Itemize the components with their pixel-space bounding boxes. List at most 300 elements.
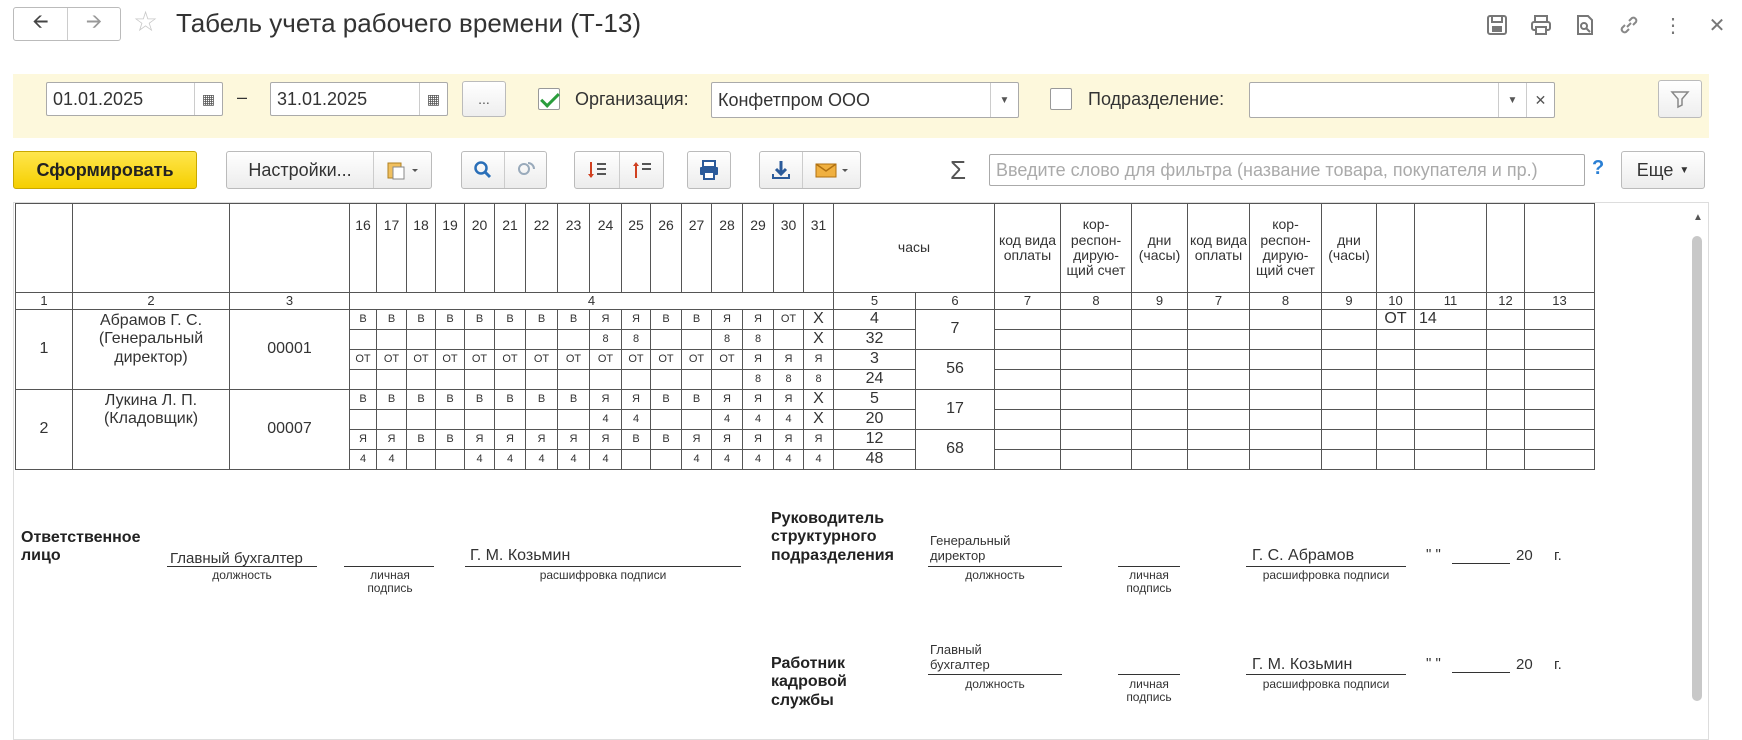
absence-code: [1487, 350, 1525, 370]
day-cell: [622, 370, 651, 390]
link-icon[interactable]: [1616, 12, 1642, 38]
day-cell: 4: [495, 450, 526, 470]
line: [465, 566, 741, 567]
scroll-up-icon[interactable]: ▲: [1693, 212, 1703, 223]
hours-header: часы: [834, 204, 995, 293]
day-cell: [558, 410, 590, 430]
day-cell: [465, 330, 495, 350]
day-header-cell: 21: [495, 204, 526, 293]
code-header: кор-респон-дирую-щий счет: [1061, 204, 1132, 293]
day-cell: [651, 410, 682, 430]
pay-code-cell: [995, 330, 1061, 350]
line: [167, 566, 317, 567]
sigma-icon[interactable]: Σ: [950, 155, 967, 185]
clear-icon[interactable]: ✕: [1526, 83, 1554, 117]
settings-group: [226, 151, 432, 189]
employee-number: 2: [16, 390, 73, 470]
pay-code-cell: [995, 370, 1061, 390]
absence-code: [1377, 410, 1415, 430]
organization-checkbox[interactable]: [538, 88, 560, 110]
day-cell: В: [436, 430, 465, 450]
year-suffix: г.: [1554, 547, 1562, 564]
generate-button[interactable]: Сформировать: [13, 151, 197, 189]
pay-code-cell: [1188, 370, 1250, 390]
preview-icon[interactable]: [1572, 12, 1598, 38]
employee-tab-number: 00007: [230, 390, 350, 470]
day-cell: В: [558, 390, 590, 410]
pay-code-cell: [1061, 410, 1132, 430]
send-email-button[interactable]: [802, 152, 860, 188]
chevron-down-icon[interactable]: ▼: [990, 83, 1018, 117]
day-cell: [558, 370, 590, 390]
chevron-down-icon[interactable]: ▼: [1498, 83, 1526, 117]
day-cell: [682, 370, 712, 390]
day-cell: [377, 370, 407, 390]
find-next-button[interactable]: [504, 152, 546, 188]
page-title: Табель учета рабочего времени (Т-13): [176, 8, 642, 38]
day-cell: В: [407, 310, 436, 330]
absence-code: [1487, 430, 1525, 450]
day-cell: Я: [712, 310, 743, 330]
title-bar: [0, 0, 1742, 52]
day-cell: [377, 410, 407, 430]
day-cell: 4: [743, 450, 774, 470]
line: [1118, 674, 1180, 675]
caption-position: должность: [965, 568, 1025, 582]
hr-position: Главный бухгалтер: [930, 642, 990, 672]
day-cell: 4: [743, 410, 774, 430]
year-suffix: г.: [1554, 656, 1562, 673]
total-days-second-half: 56: [916, 350, 995, 390]
help-icon[interactable]: ?: [1592, 157, 1605, 179]
day-header-cell: 28: [712, 204, 743, 293]
date-quote: " ": [1426, 546, 1441, 563]
pay-code-cell: [995, 350, 1061, 370]
forward-arrow-icon[interactable]: 🡪: [67, 8, 120, 40]
date-separator: –: [237, 87, 248, 107]
window-actions: [1484, 12, 1730, 38]
day-header-cell: 24: [590, 204, 622, 293]
day-cell: 8: [804, 370, 834, 390]
col-number: 1: [16, 293, 73, 310]
absence-code: [1377, 350, 1415, 370]
day-cell: [436, 330, 465, 350]
line: [928, 674, 1062, 675]
date-quote: " ": [1426, 655, 1441, 672]
col-number: 6: [916, 293, 995, 310]
pay-code-cell: [1250, 410, 1322, 430]
day-cell: В: [651, 430, 682, 450]
header-cell-empty: [1525, 204, 1595, 293]
print-icon[interactable]: [1528, 12, 1554, 38]
absence-code: [1487, 410, 1525, 430]
hours-half: 4: [834, 310, 916, 330]
funnel-icon: [1670, 89, 1690, 109]
col-number: 2: [73, 293, 230, 310]
period-select-button[interactable]: ...: [462, 81, 506, 117]
col-number: 3: [230, 293, 350, 310]
day-cell: 4: [712, 450, 743, 470]
pay-code-cell: [1322, 330, 1377, 350]
day-header-cell: 16: [350, 204, 377, 293]
absence-code: [1487, 370, 1525, 390]
download-icon: [770, 159, 792, 181]
day-cell: X: [804, 310, 834, 330]
day-cell: Я: [743, 430, 774, 450]
day-cell: 8: [712, 330, 743, 350]
hours-half: 20: [834, 410, 916, 430]
table-row: [16, 310, 1595, 330]
day-cell: [651, 330, 682, 350]
code-header: код вида оплаты: [995, 204, 1061, 293]
total-days-first-half: 7: [916, 310, 995, 350]
organization-value[interactable]: Конфетпром ООО: [718, 89, 871, 110]
day-cell: [407, 450, 436, 470]
collapse-groups-button[interactable]: [619, 152, 663, 188]
day-cell: 4: [590, 410, 622, 430]
col-number: 4: [350, 293, 834, 310]
vertical-scrollbar[interactable]: [1690, 208, 1704, 740]
day-cell: 4: [712, 410, 743, 430]
department-select[interactable]: [1249, 82, 1555, 118]
more-label: Еще: [1636, 159, 1674, 180]
day-cell: Я: [526, 430, 558, 450]
col-number: 9: [1322, 293, 1377, 310]
day-cell: 4: [774, 410, 804, 430]
day-cell: Я: [804, 350, 834, 370]
line: [1246, 674, 1406, 675]
caption-decode: расшифровка подписи: [1262, 568, 1390, 582]
employee-number: 1: [16, 310, 73, 390]
nav-buttons: [13, 7, 121, 41]
responsible-title: Ответственное лицо: [21, 529, 141, 565]
employee-name: Абрамов Г. С. (Генеральный директор): [73, 310, 230, 390]
absence-code: [1487, 450, 1525, 470]
hr-title: Работник кадровой службы: [771, 655, 847, 709]
pay-code-cell: [995, 430, 1061, 450]
code-header: дни (часы): [1132, 204, 1188, 293]
caption-signature: личная подпись: [367, 568, 413, 596]
pay-code-cell: [1188, 410, 1250, 430]
scroll-thumb[interactable]: [1692, 236, 1702, 701]
col-number: 7: [995, 293, 1061, 310]
day-header-cell: 19: [436, 204, 465, 293]
search-input[interactable]: Введите слово для фильтра (название товара, покупателя и пр.): [989, 154, 1585, 186]
col-number: 13: [1525, 293, 1595, 310]
header-cell-empty: [1377, 204, 1415, 293]
day-cell: [350, 410, 377, 430]
day-cell: ОТ: [682, 350, 712, 370]
day-cell: Я: [774, 430, 804, 450]
col-number: 7: [1188, 293, 1250, 310]
search-group: [461, 151, 547, 189]
day-header-cell: 22: [526, 204, 558, 293]
day-cell: Я: [712, 430, 743, 450]
day-cell: [774, 330, 804, 350]
hours-half: 3: [834, 350, 916, 370]
caption-decode: расшифровка подписи: [1262, 677, 1390, 691]
day-cell: Я: [622, 310, 651, 330]
absence-days: [1525, 410, 1595, 430]
day-cell: ОТ: [350, 350, 377, 370]
export-group: [759, 151, 861, 189]
absence-days: [1415, 390, 1487, 410]
timesheet-table: [15, 203, 1595, 470]
pay-code-cell: [1188, 350, 1250, 370]
day-cell: [526, 370, 558, 390]
caption-signature: личная подпись: [1126, 568, 1172, 596]
find-button[interactable]: [462, 152, 504, 188]
pay-code-cell: [1250, 310, 1322, 330]
day-cell: [622, 450, 651, 470]
absence-days: [1525, 350, 1595, 370]
day-cell: В: [436, 310, 465, 330]
day-cell: 4: [558, 450, 590, 470]
caption-position: должность: [965, 677, 1025, 691]
hours-half: 48: [834, 450, 916, 470]
day-cell: [495, 330, 526, 350]
pay-code-cell: [995, 310, 1061, 330]
total-days-first-half: 17: [916, 390, 995, 430]
day-cell: В: [495, 390, 526, 410]
more-button[interactable]: [1621, 151, 1705, 189]
day-cell: Я: [804, 430, 834, 450]
year-label: 20: [1516, 656, 1533, 673]
head-name: Г. С. Абрамов: [1252, 547, 1355, 564]
pay-code-cell: [1322, 390, 1377, 410]
day-cell: [377, 330, 407, 350]
pay-code-cell: [1322, 310, 1377, 330]
day-cell: В: [495, 310, 526, 330]
col-number: 5: [834, 293, 916, 310]
save-icon[interactable]: [1484, 12, 1510, 38]
date-to-field[interactable]: [270, 82, 448, 116]
line: [1452, 563, 1510, 564]
absence-days: [1525, 430, 1595, 450]
collapse-icon: [631, 159, 653, 181]
day-cell: [712, 370, 743, 390]
absence-days: [1415, 350, 1487, 370]
day-cell: [350, 370, 377, 390]
pay-code-cell: [1132, 310, 1188, 330]
pay-code-cell: [1132, 390, 1188, 410]
day-cell: Я: [590, 430, 622, 450]
day-cell: ОТ: [495, 350, 526, 370]
date-from-value[interactable]: 01.01.2025: [53, 88, 144, 109]
search-next-icon: [516, 160, 536, 180]
day-cell: Я: [774, 350, 804, 370]
close-icon[interactable]: ✕: [1708, 14, 1726, 37]
group-buttons: [574, 151, 664, 189]
day-cell: Я: [774, 390, 804, 410]
absence-days: [1415, 430, 1487, 450]
day-cell: ОТ: [712, 350, 743, 370]
day-header-cell: 25: [622, 204, 651, 293]
department-checkbox[interactable]: [1050, 88, 1072, 110]
day-cell: 4: [804, 450, 834, 470]
day-cell: X: [804, 330, 834, 350]
print-icon: [698, 159, 720, 181]
day-header-cell: 26: [651, 204, 682, 293]
day-cell: Я: [495, 430, 526, 450]
caption-position: должность: [212, 568, 272, 582]
day-cell: В: [622, 430, 651, 450]
hours-half: 5: [834, 390, 916, 410]
day-cell: [436, 410, 465, 430]
pay-code-cell: [1061, 370, 1132, 390]
day-cell: X: [804, 390, 834, 410]
caption-decode: расшифровка подписи: [539, 568, 667, 582]
absence-code: [1377, 450, 1415, 470]
pay-code-cell: [1322, 410, 1377, 430]
day-cell: [682, 330, 712, 350]
pay-code-cell: [1132, 350, 1188, 370]
col-number: 8: [1061, 293, 1132, 310]
date-to-value[interactable]: 31.01.2025: [277, 88, 368, 109]
day-header-cell: 18: [407, 204, 436, 293]
save-to-file-button[interactable]: [760, 152, 802, 188]
absence-days: [1525, 310, 1595, 330]
favorite-star-icon[interactable]: ☆: [133, 6, 159, 37]
day-cell: Я: [350, 430, 377, 450]
day-cell: В: [436, 390, 465, 410]
absence-code: [1377, 390, 1415, 410]
day-cell: [436, 450, 465, 470]
calendar-icon[interactable]: ▦: [194, 83, 222, 115]
pay-code-cell: [1322, 370, 1377, 390]
pay-code-cell: [1132, 450, 1188, 470]
day-header-cell: 29: [743, 204, 774, 293]
header-cell-empty: [1487, 204, 1525, 293]
pay-code-cell: [1132, 330, 1188, 350]
absence-days: [1415, 450, 1487, 470]
caption-signature: личная подпись: [1126, 677, 1172, 705]
day-cell: Я: [682, 430, 712, 450]
day-cell: Я: [590, 390, 622, 410]
absence-code: ОТ: [1377, 310, 1415, 330]
hr-name: Г. М. Козьмин: [1252, 656, 1353, 673]
pay-code-cell: [1322, 350, 1377, 370]
day-cell: В: [377, 310, 407, 330]
day-cell: 4: [526, 450, 558, 470]
organization-select[interactable]: [711, 82, 1019, 118]
col-number: 11: [1415, 293, 1487, 310]
day-cell: Я: [377, 430, 407, 450]
year-label: 20: [1516, 547, 1533, 564]
day-cell: 8: [743, 370, 774, 390]
line: [1452, 672, 1510, 673]
day-cell: 4: [590, 450, 622, 470]
header-cell-empty: [73, 204, 230, 293]
pay-code-cell: [1132, 370, 1188, 390]
col-number: 8: [1250, 293, 1322, 310]
day-cell: [651, 450, 682, 470]
pay-code-cell: [1061, 390, 1132, 410]
pay-code-cell: [1250, 430, 1322, 450]
day-header-cell: 17: [377, 204, 407, 293]
pay-code-cell: [1322, 430, 1377, 450]
line: [1246, 566, 1406, 567]
absence-days: [1415, 330, 1487, 350]
day-cell: Я: [590, 310, 622, 330]
back-arrow-icon[interactable]: 🡨: [32, 11, 49, 33]
date-from-field[interactable]: [46, 82, 223, 116]
pay-code-cell: [1188, 450, 1250, 470]
expand-groups-button[interactable]: [575, 152, 619, 188]
code-header: код вида оплаты: [1188, 204, 1250, 293]
day-cell: [436, 370, 465, 390]
day-cell: ОТ: [377, 350, 407, 370]
day-cell: 8: [743, 330, 774, 350]
day-cell: 4: [350, 450, 377, 470]
day-cell: В: [558, 310, 590, 330]
header-cell-empty: [230, 204, 350, 293]
responsible-name: Г. М. Козьмин: [470, 547, 571, 564]
print-button[interactable]: [687, 151, 731, 189]
pay-code-cell: [1250, 390, 1322, 410]
department-label: Подразделение:: [1088, 89, 1225, 109]
day-cell: Я: [743, 390, 774, 410]
day-cell: ОТ: [465, 350, 495, 370]
search-icon: [473, 160, 493, 180]
day-cell: В: [377, 390, 407, 410]
day-cell: В: [350, 310, 377, 330]
day-cell: В: [526, 390, 558, 410]
absence-days: [1415, 370, 1487, 390]
clipboard-icon: [386, 160, 420, 180]
more-vertical-icon[interactable]: ⋮: [1663, 14, 1683, 37]
header-cell-empty: [1415, 204, 1487, 293]
column-numbers-row: [16, 293, 1595, 310]
pay-code-cell: [995, 450, 1061, 470]
pay-code-cell: [1061, 350, 1132, 370]
absence-days: [1525, 450, 1595, 470]
day-cell: ОТ: [651, 350, 682, 370]
variants-button[interactable]: [373, 152, 431, 188]
absence-days: [1415, 410, 1487, 430]
day-cell: [526, 330, 558, 350]
day-cell: [407, 410, 436, 430]
hours-half: 12: [834, 430, 916, 450]
header-cell-empty: [16, 204, 73, 293]
absence-days: [1525, 330, 1595, 350]
filter-funnel-button[interactable]: [1658, 80, 1702, 118]
absence-code: [1487, 310, 1525, 330]
day-cell: В: [465, 310, 495, 330]
settings-button[interactable]: Настройки...: [248, 159, 352, 180]
col-number: 12: [1487, 293, 1525, 310]
pay-code-cell: [1250, 450, 1322, 470]
day-cell: [407, 370, 436, 390]
day-cell: [465, 410, 495, 430]
day-cell: [350, 330, 377, 350]
col-number: 9: [1132, 293, 1188, 310]
chevron-down-icon: ▼: [1679, 164, 1690, 176]
calendar-icon[interactable]: ▦: [419, 83, 447, 115]
pay-code-cell: [1061, 430, 1132, 450]
pay-code-cell: [1250, 330, 1322, 350]
day-cell: [465, 370, 495, 390]
hours-half: 24: [834, 370, 916, 390]
pay-code-cell: [1132, 430, 1188, 450]
absence-days: [1525, 390, 1595, 410]
responsible-position: Главный бухгалтер: [170, 550, 303, 567]
day-cell: ОТ: [526, 350, 558, 370]
col-number: 10: [1377, 293, 1415, 310]
pay-code-cell: [1250, 370, 1322, 390]
day-header-cell: 27: [682, 204, 712, 293]
day-cell: [682, 410, 712, 430]
